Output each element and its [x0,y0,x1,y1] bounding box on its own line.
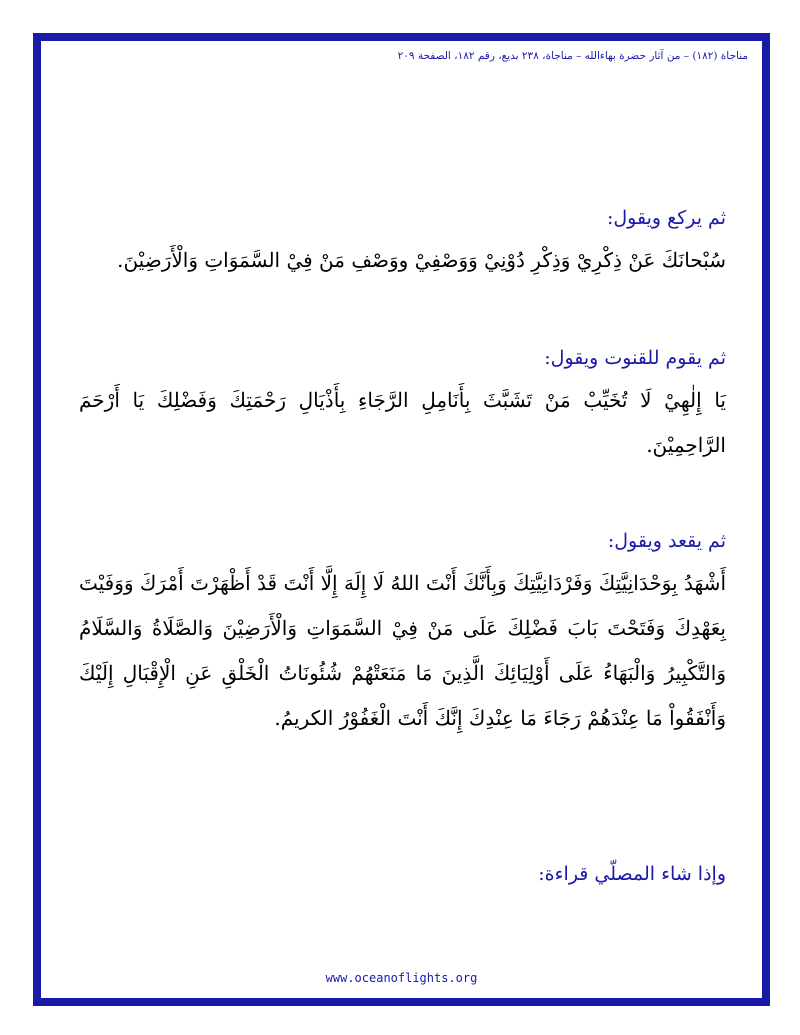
footer-website-link[interactable]: www.oceanoflights.org [325,971,478,985]
section-heading: ثم يركع ويقول: [606,207,726,229]
section-heading: ثم يقوم للقنوت ويقول: [544,347,726,369]
section-heading: وإذا شاء المصلّي قراءة: [538,863,726,885]
section-ruku [79,198,726,283]
section-body: يَا إِلٰهِيْ لَا تُخَيِّبْ مَنْ تَشَبَّثَ بِأَنَامِلِ الرَّجَاءِ بِأَذْيَالِ رَحْمَتِكَ وَفَضْلِكَ يَا أَرْحَمَ الرَّاحِمِيْنَ. [79,388,726,457]
section-qu-ud [79,521,726,741]
section-body: سُبْحانَكَ عَنْ ذِكْرِيْ وَذِكْرِ دُوْنِيْ وَوَصْفِيْ ووَصْفِ مَنْ فِيْ السَّمَوَاتِ وَالْأَرَضِيْنَ. [117,248,726,272]
section-optional-reading [79,854,726,894]
section-heading: ثم يقعد ويقول: [607,530,726,552]
section-body: أَشْهَدُ بِوَحْدَانِيَّتِكَ وَفَرْدَانِيَّتِكَ وَبِأَنَّكَ أَنْتَ اللهُ لَا إِلَهَ إِلَّا أَنْتَ قَدْ أَظْهَرْتَ أَمْرَكَ وَوَفَيْتَ بِعَهْدِكَ وَفَتَحْتَ بَابَ فَضْلِكَ عَلَى مَنْ فِيْ السَّمَوَاتِ وَالْأَرَضِيْنَ وَالصَّلَاةُ وَالسَّلَامُ وَالتَّكْبِيرُ وَالْبَهَاءُ عَلَى أَوْلِيَائِكَ الَّذِينَ مَا مَنَعَتْهُمْ شُئُونَاتُ الْخَلْقِ عَنِ الْإِقْبَالِ إِلَيْكَ وَأَنْفَقُواْ مَا عِنْدَهُمْ رَجَاءَ مَا عِنْدِكَ إِنَّكَ أَنْتَ الْغَفُوْرُ الكريمُ. [79,571,726,730]
section-qunut [79,338,726,468]
page-frame [33,33,770,1006]
document-header: مناجاة (١٨٢) – من آثار حضرة بهاءالله – مناجاة، ٢٣٨ بديع، رقم ١٨٢، الصفحة ٢٠٩ [397,50,748,62]
